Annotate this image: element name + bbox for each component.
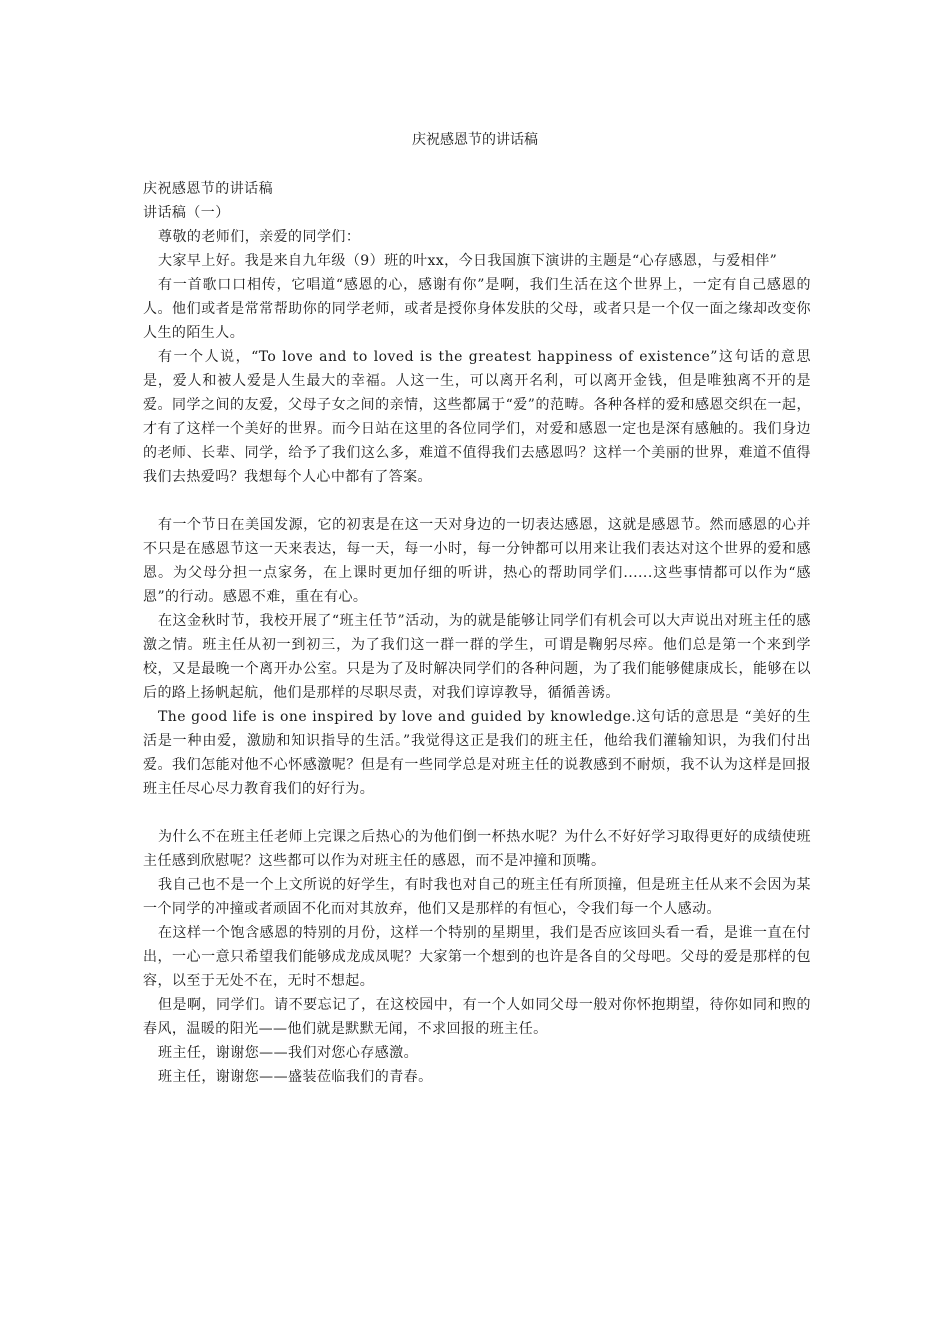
speech-subheading: 讲话稿（一） bbox=[143, 205, 230, 221]
paragraph-self-reflection: 我自己也不是一个上文所说的好学生，有时我也对自己的班主任有所顶撞，但是班主任从来不会因为某一个同学的冲撞或者顽固不化而对其放弃，他们又是那样的有恒心，令我们每一个人感动。 bbox=[143, 877, 811, 917]
paragraph-thanksgiving: 有一个节日在美国发源，它的初衷是在这一天对身边的一切表达感恩，这就是感恩节。然而感恩的心并不只是在感恩节这一天来表达，每一天，每一小时，每一分钟都可以用来让我们表达对这个世界的爱和感恩。为父母分担一点家务，在上课时更加仔细的听讲，热心的帮助同学们......这些事情都可以作为“感恩”的行动。感恩不难，重在有心。 bbox=[143, 517, 811, 605]
paragraph-teacher-festival: 在这金秋时节，我校开展了“班主任节”活动，为的就是能够让同学们有机会可以大声说出对班主任的感激之情。班主任从初一到初三，为了我们这一群一群的学生，可谓是鞠躬尽瘁。他们总是第一个来到学校，又是最晚一个离开办公室。只是为了及时解决同学们的各种问题，为了我们能够健康成长，能够在以后的路上扬帆起航，他们是那样的尽职尽责，对我们谆谆教导，循循善诱。 bbox=[143, 613, 811, 701]
closing-line-2: 班主任，谢谢您——盛装莅临我们的青春。 bbox=[158, 1069, 433, 1085]
closing-line-1: 班主任，谢谢您——我们对您心存感激。 bbox=[158, 1045, 419, 1061]
paragraph-greeting: 大家早上好。我是来自九年级（9）班的叶xx，今日我国旗下演讲的主题是“心存感恩，与爱相伴” bbox=[158, 253, 778, 269]
blank-line bbox=[143, 489, 811, 513]
blank-line bbox=[143, 801, 811, 825]
document-body bbox=[143, 177, 811, 1089]
document-title: 庆祝感恩节的讲话稿 bbox=[412, 132, 538, 148]
salutation: 尊敬的老师们，亲爱的同学们： bbox=[158, 229, 361, 245]
paragraph-why-not: 为什么不在班主任老师上完课之后热心的为他们倒一杯热水呢？为什么不好好学习取得更好的成绩使班主任感到欣慰呢？这些都可以作为对班主任的感恩，而不是冲撞和顶嘴。 bbox=[143, 829, 811, 869]
paragraph-song: 有一首歌口口相传，它唱道“感恩的心，感谢有你”是啊，我们生活在这个世界上，一定有自己感恩的人。他们或者是常常帮助你的同学老师，或者是授你身体发肤的父母，或者只是一个仅一面之缘却改变你人生的陌生人。 bbox=[143, 277, 811, 341]
document-heading: 庆祝感恩节的讲话稿 bbox=[143, 181, 274, 197]
paragraph-love-quote: 有一个人说，“To love and to loved is the greatest happiness of existence”这句话的意思是，爱人和被人爱是人生最大的幸福。人这一生，可以离开名利，可以离开金钱，但是唯独离不开的是爱。同学之间的友爱，父母子女之间的亲情，这些都属于“爱”的范畴。各种各样的爱和感恩交织在一起，才有了这样一个美好的世界。而今日站在这里的各位同学们，对爱和感恩一定也是深有感触的。我们身边的老师、长辈、同学，给予了我们这么多，难道不值得我们去感恩吗？这样一个美丽的世界，难道不值得我们去热爱吗？我想每个人心中都有了答案。 bbox=[143, 349, 811, 485]
paragraph-special-month: 在这样一个饱含感恩的特别的月份，这样一个特别的星期里，我们是否应该回头看一看，是谁一直在付出，一心一意只希望我们能够成龙成凤呢？大家第一个想到的也许是各自的父母吧。父母的爱是那样的包容，以至于无处不在，无时不想起。 bbox=[143, 925, 811, 989]
paragraph-good-life-quote: The good life is one inspired by love and guided by knowledge.这句话的意思是 “美好的生活是一种由爱，激励和知识指导的生活。”我觉得这正是我们的班主任，他给我们灌输知识，为我们付出爱。我们怎能对他不心怀感激呢？但是有一些同学总是对班主任的说教感到不耐烦，我不认为这样是回报班主任尽心尽力教育我们的好行为。 bbox=[143, 709, 811, 797]
paragraph-do-not-forget: 但是啊，同学们。请不要忘记了，在这校园中，有一个人如同父母一般对你怀抱期望，待你如同和煦的春风，温暖的阳光——他们就是默默无闻，不求回报的班主任。 bbox=[143, 997, 811, 1037]
